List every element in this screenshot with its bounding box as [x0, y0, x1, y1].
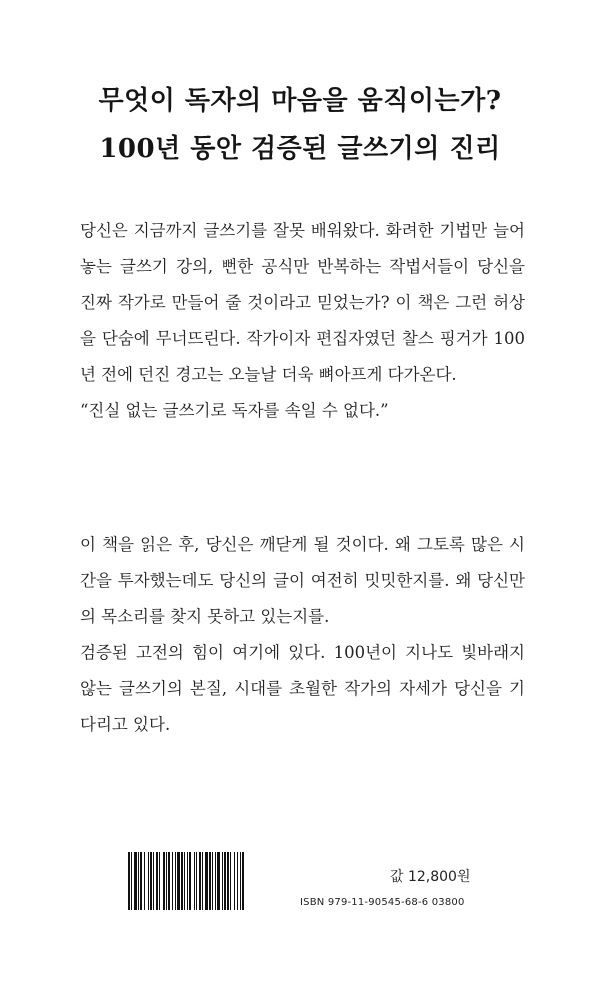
barcode-bar [153, 852, 154, 910]
barcode-bar [140, 852, 142, 910]
barcode-bar [242, 852, 244, 910]
quote: “진실 없는 글쓰기로 독자를 속일 수 없다.” [80, 401, 389, 420]
barcode [127, 852, 290, 910]
barcode-bar [187, 852, 188, 910]
barcode-bar [194, 852, 195, 910]
barcode-bar [212, 852, 213, 910]
barcode-bar [150, 852, 152, 910]
barcode-bar [128, 852, 130, 910]
barcode-bar [177, 852, 180, 910]
barcode-bar [168, 852, 170, 910]
barcode-bar [175, 852, 176, 910]
intro-paragraph: 당신은 지금까지 글쓰기를 잘못 배워왔다. 화려한 기법만 늘어놓는 글쓰기 강의, 뻔한 공식만 반복하는 작법서들이 당신을 진짜 작가로 만들어 줄 것이라고 믿었는가? 이 책은 그런 허상을 단숨에 무너뜨린다. 작가이자 편집자였던 찰스 핑거가 100년 전에 던진 경고는 오늘날 더욱 뼈아프게 다가온다. [80, 221, 525, 384]
barcode-bar [215, 852, 216, 910]
barcode-bar [163, 852, 165, 910]
isbn-label: ISBN 979-11-90545-68-6 03800 [300, 897, 465, 908]
headline-line-2: 100년 동안 검증된 글쓰기의 진리 [99, 134, 501, 164]
barcode-bar [134, 852, 137, 910]
barcode-bar [202, 852, 203, 910]
barcode-bar [131, 852, 132, 910]
barcode-bar [240, 852, 241, 910]
barcode-bar [237, 852, 238, 910]
barcode-bar [224, 852, 226, 910]
barcode-bar [189, 852, 191, 910]
barcode-bar [196, 852, 197, 910]
barcode-bar [227, 852, 229, 910]
barcode-bar [144, 852, 145, 910]
body-section-1 [80, 213, 525, 429]
barcode-bar [181, 852, 183, 910]
barcode-bar [166, 852, 167, 910]
body-section-2 [80, 527, 525, 743]
barcode-bar [205, 852, 208, 910]
barcode-bar [234, 852, 235, 910]
barcode-bar [172, 852, 173, 910]
headline-line-1: 무엇이 독자의 마음을 움직이는가? [98, 86, 502, 116]
barcode-bar [209, 852, 211, 910]
barcode-bar [159, 852, 160, 910]
barcode-bar [156, 852, 158, 910]
barcode-bar [138, 852, 139, 910]
barcode-bar [230, 852, 231, 910]
price-label: 값 12,800원 [390, 869, 471, 885]
classic-paragraph: 검증된 고전의 힘이 여기에 있다. 100년이 지나도 빛바래지 않는 글쓰기의 본질, 시대를 초월한 작가의 자세가 당신을 기다리고 있다. [80, 643, 525, 734]
barcode-bar [217, 852, 220, 910]
barcode-bar [148, 852, 149, 910]
barcode-bar [199, 852, 201, 910]
barcode-bar [222, 852, 223, 910]
barcode-bar [184, 852, 185, 910]
realization-paragraph: 이 책을 읽은 후, 당신은 깨닫게 될 것이다. 왜 그토록 많은 시간을 투자했는데도 당신의 글이 여전히 밋밋한지를. 왜 당신만의 목소리를 찾지 못하고 있는지를. [80, 535, 525, 626]
